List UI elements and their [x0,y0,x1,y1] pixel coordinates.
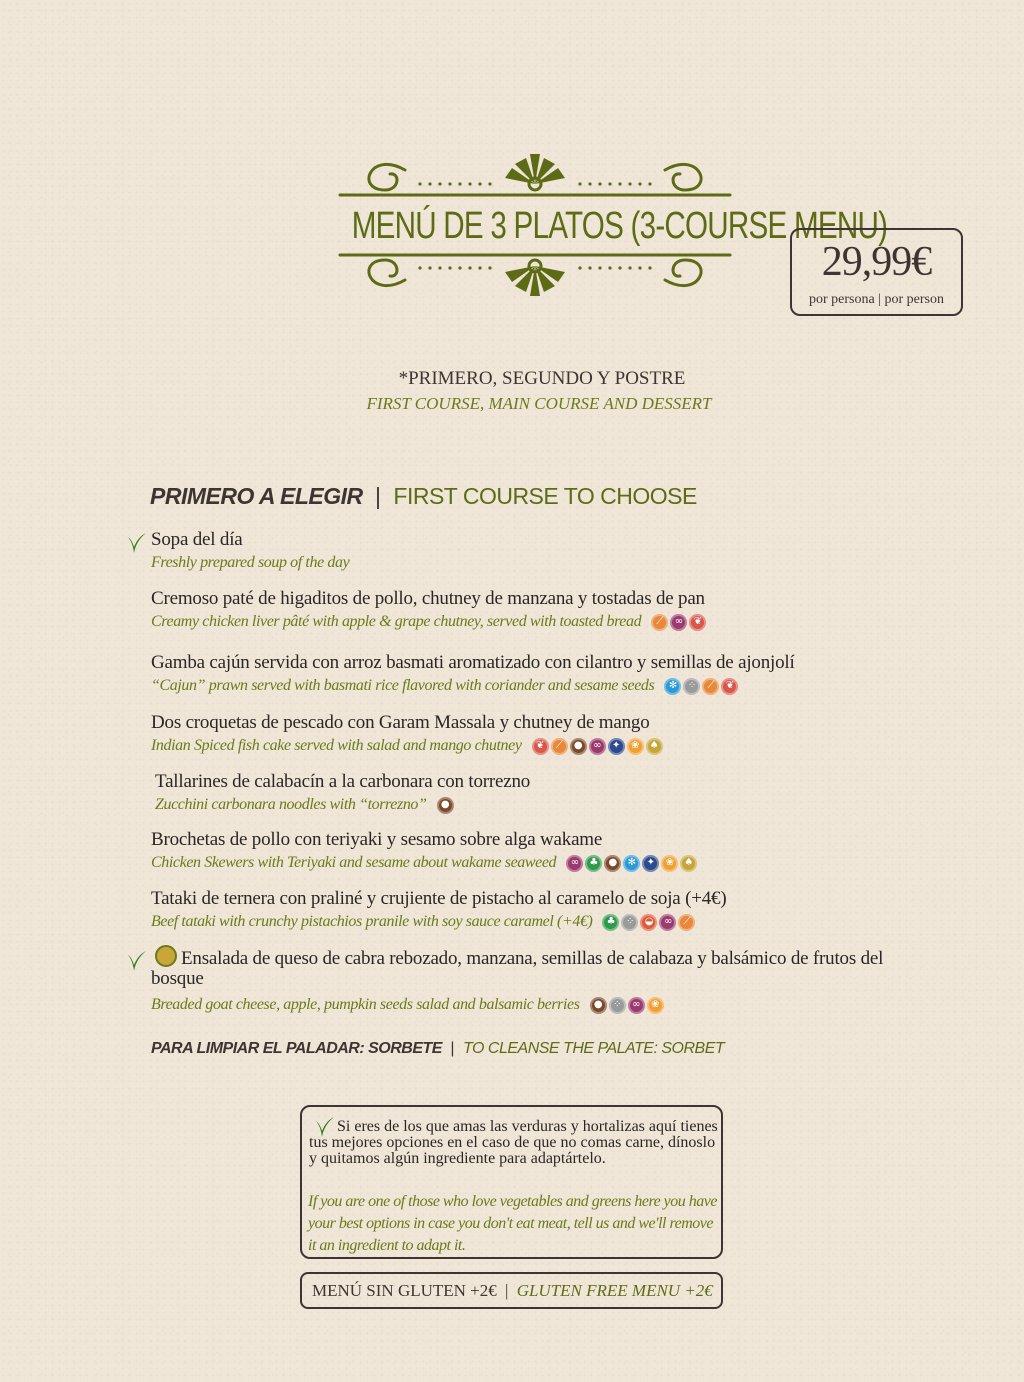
egg-icon: ● [604,855,621,872]
price-amount: 29,99€ [821,239,932,285]
nuts-icon: ❀ [661,855,678,872]
allergen-icons [590,997,664,1014]
dish-name-en: Zucchini carbonara noodles with “torrezno” ● [155,795,895,815]
gluten-icon: ⟋ [551,738,568,755]
palate-en: TO CLEANSE THE PALATE: SORBET [463,1040,725,1057]
price-note: por persona | por person [809,292,944,307]
allergen-icons [651,614,706,631]
vegetarian-leaf-icon [124,531,148,555]
sesame-icon: ⁘ [609,997,626,1014]
nuts-icon: ❀ [647,997,664,1014]
dish-item [151,589,891,632]
palate-separator: | [450,1040,455,1057]
sesame-icon: ⁘ [621,914,638,931]
section-heading-es: PRIMERO A ELEGIR [150,483,363,509]
section-heading-en: FIRST COURSE TO CHOOSE [393,483,697,509]
egg-icon: ● [590,997,607,1014]
crustacean-icon: ✻ [664,678,681,695]
sulphites-icon: ∞ [566,855,583,872]
gluten-separator: | [505,1281,509,1300]
dish-item [151,713,891,756]
nuts-icon: ❀ [627,738,644,755]
dish-name-es: Gamba cajún servida con arroz basmati aromatizado con cilantro y semillas de ajonjolí [151,652,795,673]
dish-name-en: Breaded goat cheese, apple, pumpkin seeds salad and balsamic berries ● ⁘ ∞ ❀ [151,995,886,1015]
vegetarian-note-es: Si eres de los que amas las verduras y hortalizas aquí tienes tus mejores opciones en el caso de que no comas carne, dínoslo y quitamos algún ingrediente para adaptártelo. [309,1118,718,1167]
mustard-icon: ♠ [680,855,697,872]
palate-es: PARA LIMPIAR EL PALADAR: SORBETE [151,1040,442,1057]
sesame-icon: ⁘ [683,678,700,695]
dish-name-es: Brochetas de pollo con teriyaki y sesamo sobre alga wakame [151,829,603,850]
milk-icon: ◒ [640,914,657,931]
sulphites-icon: ∞ [670,614,687,631]
dish-name-en: Indian Spiced fish cake served with salad and mango chutney ❦ ⟋ ● ∞ ✦ ❀ ♠ [151,736,891,756]
subtitle-es: *PRIMERO, SEGUNDO Y POSTRE [398,368,686,389]
dish-name-en: Chicken Skewers with Teriyaki and sesame about wakame seaweed ∞ ♣ ● ✻ ✦ ❀ ♠ [151,853,891,873]
subtitle-en: FIRST COURSE, MAIN COURSE AND DESSERT [366,394,712,413]
gluten-icon: ⟋ [651,614,668,631]
dish-item [151,530,891,573]
dish-name-en: Creamy chicken liver pâté with apple & grape chutney, served with toasted bread ⟋ ∞ ❦ [151,612,891,632]
dish-name-es: Sopa del día [151,529,243,550]
price-box [790,228,963,316]
egg-icon: ● [437,797,454,814]
section-heading [150,483,697,510]
dish-item [155,772,895,815]
gluten-free-box [300,1272,723,1309]
gluten-icon: ⟋ [678,914,695,931]
sulphites-icon: ∞ [659,914,676,931]
celery-icon: ❦ [721,678,738,695]
dish-name-en: “Cajun” prawn served with basmati rice flavored with coriander and sesame seeds ✻ ⁘ ⟋ ❦ [151,676,891,696]
allergen-icons [437,797,454,814]
gluten-free-es: MENÚ SIN GLUTEN +2€ [312,1281,497,1300]
soy-icon: ♣ [602,914,619,931]
section-separator: | [375,483,382,509]
vegetarian-leaf-icon [124,949,148,973]
gluten-free-en: GLUTEN FREE MENU +2€ [516,1281,713,1300]
dish-name-es: Tallarines de calabacín a la carbonara con torrezno [155,771,531,792]
celery-icon: ❦ [689,614,706,631]
sulphites-icon: ∞ [628,997,645,1014]
dish-name-es: Dos croquetas de pescado con Garam Massala y chutney de mango [151,712,650,733]
crustacean-icon: ✻ [623,855,640,872]
celery-icon: ❦ [532,738,549,755]
palate-cleanser [151,1040,724,1058]
dish-name-en: Freshly prepared soup of the day [151,554,350,571]
menu-title: MENÚ DE 3 PLATOS (3-COURSE MENU) [351,205,888,247]
allergen-icons [664,678,738,695]
allergen-icons [532,738,663,755]
allergen-icons [566,855,697,872]
cheese-badge-icon [155,945,177,967]
dish-item [151,949,886,1015]
allergen-icons [602,914,695,931]
dish-name-es: Tataki de ternera con praliné y crujiente de pistacho al caramelo de soja (+4€) [151,888,727,909]
fish-icon: ✦ [608,738,625,755]
egg-icon: ● [570,738,587,755]
fish-icon: ✦ [642,855,659,872]
soy-icon: ♣ [585,855,602,872]
vegetarian-note-box [300,1105,723,1259]
gluten-icon: ⟋ [702,678,719,695]
dish-item [151,889,891,932]
dish-item [151,653,891,696]
vegetarian-note-en: If you are one of those who love vegetables and greens here you have your best options in case you don't eat meat, tell us and we'll remove it an ingredient to adapt it. [308,1193,717,1254]
mustard-icon: ♠ [646,738,663,755]
sulphites-icon: ∞ [589,738,606,755]
dish-item [151,830,891,873]
dish-name-es: Cremoso paté de higaditos de pollo, chutney de manzana y tostadas de pan [151,588,705,609]
dish-name-es: Ensalada de queso de cabra rebozado, manzana, semillas de calabaza y balsámico de frutos del bosque [151,948,884,989]
dish-name-en: Beef tataki with crunchy pistachios pranile with soy sauce caramel (+4€) ♣ ⁘ ◒ ∞ ⟋ [151,912,891,932]
